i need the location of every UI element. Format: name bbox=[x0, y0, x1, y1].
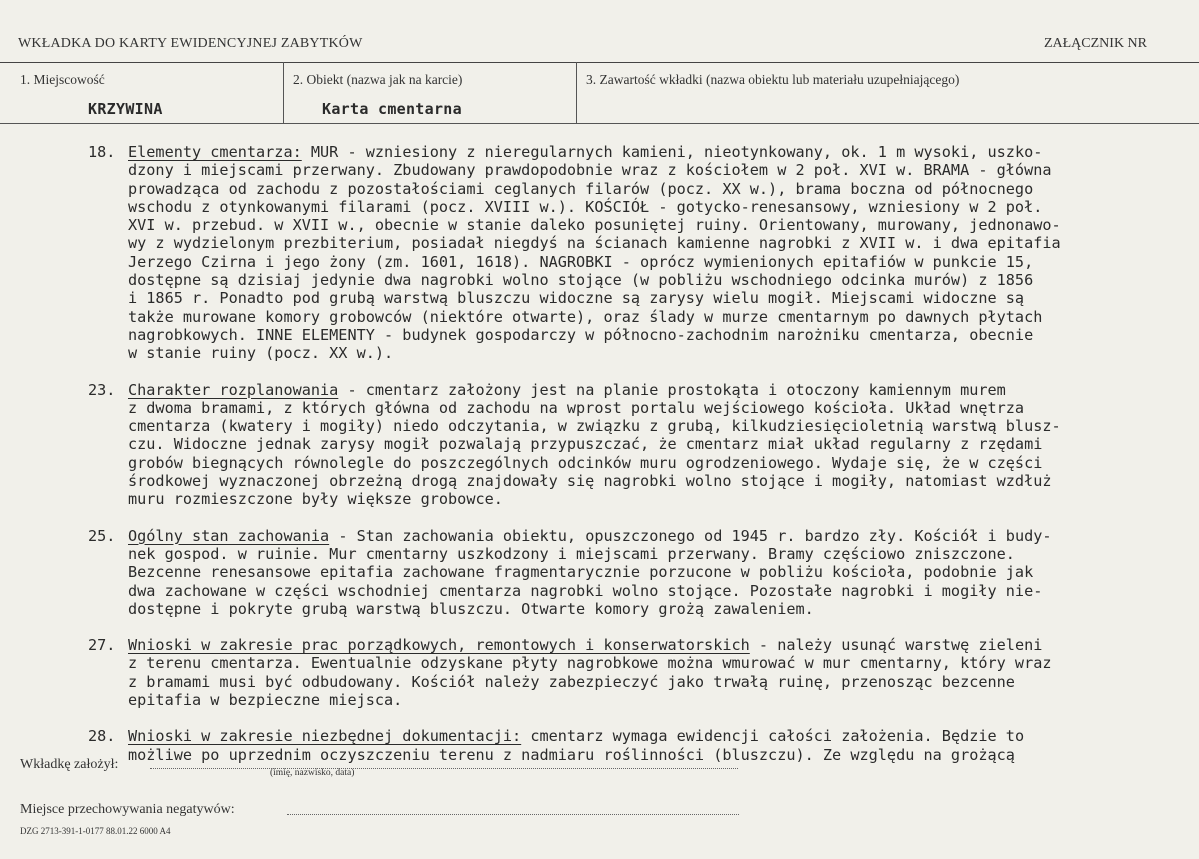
section-text-line: dwa zachowane w części wschodniej cmentarza nagrobki wolno stojące. Pozostałe nagrobki i mogiły nie- bbox=[128, 581, 1043, 600]
form-title: WKŁADKA DO KARTY EWIDENCYJNEJ ZABYTKÓW bbox=[18, 36, 363, 51]
section-27 bbox=[88, 636, 1178, 709]
section-number: 18. bbox=[88, 143, 116, 161]
section-28 bbox=[88, 727, 1178, 764]
inserted-by-label: Wkładkę założył: bbox=[20, 757, 119, 772]
locality-label: 1. Miejscowość bbox=[20, 72, 105, 87]
section-text-line: - cmentarz założony jest na planie prostokąta i otoczony kamiennym murem bbox=[338, 380, 1006, 399]
section-18 bbox=[88, 143, 1178, 363]
section-number: 27. bbox=[88, 636, 116, 655]
section-text-line: w stanie ruiny (pocz. XX w.). bbox=[128, 344, 394, 363]
section-text-line: z dwoma bramami, z których główna od zachodu na wprost portalu wejściowego kościoła. Układ wnętrza bbox=[128, 398, 1025, 417]
inserted-by-line bbox=[150, 768, 738, 769]
section-text-line: Bezcenne renesansowe epitafia zachowane fragmentarycznie porzucone w pobliżu kościoła, podobnie jak bbox=[128, 563, 1034, 582]
negatives-location-line bbox=[287, 814, 739, 815]
section-text-line: - Stan zachowania obiektu, opuszczonego od 1945 r. bardzo zły. Kościół i budy- bbox=[329, 526, 1052, 545]
locality-value: KRZYWINA bbox=[88, 100, 163, 118]
field-divider-2 bbox=[576, 62, 577, 124]
section-text-line: wy z wydzielonym prezbiterium, posiadał niegdyś na ścianach kamienne nagrobki z XVII w. i dwa epitafia bbox=[128, 234, 1061, 253]
section-number: 28. bbox=[88, 727, 116, 746]
header-rule-bottom bbox=[0, 123, 1199, 124]
section-text-line: z bramami musi być odbudowany. Kościół należy zabezpieczyć jako trwałą ruinę, przenosząc bezcenne bbox=[128, 672, 1015, 691]
section-text-line: Jerzego Czirna i jego żony (zm. 1601, 1618). NAGROBKI - oprócz wymienionych epitafiów w punkcie 15, bbox=[128, 252, 1034, 271]
section-text-line: cmentarza (kwatery i mogiły) niedo odczytania, w związku z grubą, kilkudziesięcioletnią warstwą blusz- bbox=[128, 417, 1061, 436]
content-label: 3. Zawartość wkładki (nazwa obiektu lub materiału uzupełniającego) bbox=[586, 72, 960, 87]
field-divider-1 bbox=[283, 62, 284, 124]
inserted-by-caption: (imię, nazwisko, data) bbox=[270, 768, 355, 778]
section-text-line: nek gospod. w ruinie. Mur cmentarny uszkodzony i miejscami przerwany. Bramy częściowo zniszczone. bbox=[128, 544, 1015, 563]
header-rule-top bbox=[0, 62, 1199, 63]
section-text-line: czu. Widoczne jednak zarysy mogił pozwalają przypuszczać, że cmentarz miał układ regularny z rzędami bbox=[128, 435, 1043, 454]
section-text-line: cmentarz wymaga ewidencji całości założenia. Będzie to bbox=[521, 727, 1025, 746]
section-text-line: epitafia w bezpieczne miejsca. bbox=[128, 691, 403, 710]
section-text-line: grobów biegnących równolegle do poszczególnych odcinków muru ogrodzeniowego. Wydaje się, że w części bbox=[128, 453, 1043, 472]
object-label: 2. Obiekt (nazwa jak na karcie) bbox=[293, 72, 463, 87]
section-text-line: - należy usunąć warstwę zieleni bbox=[749, 636, 1043, 655]
section-23 bbox=[88, 381, 1178, 509]
section-heading: Charakter rozplanowania bbox=[128, 380, 339, 399]
section-heading: Wnioski w zakresie niezbędnej dokumentacji: bbox=[128, 727, 522, 746]
section-text-line: dostępne i pokryte grubą warstwą bluszczu. Otwarte komory grożą zawaleniem. bbox=[128, 599, 814, 618]
section-number: 25. bbox=[88, 526, 116, 545]
section-text-line: XVI w. przebud. w XVII w., obecnie w stanie daleko posuniętej ruiny. Orientowany, murowany, jednonawo- bbox=[128, 216, 1061, 235]
section-text-line: muru rozmieszczone były większe grobowce. bbox=[128, 490, 503, 509]
print-code: DZG 2713-391-1-0177 88.01.22 6000 A4 bbox=[20, 826, 171, 836]
section-number: 23. bbox=[88, 380, 116, 399]
negatives-location-label: Miejsce przechowywania negatywów: bbox=[20, 802, 235, 817]
section-text-line: możliwe po uprzednim oczyszczeniu terenu z nadmiaru roślinności (bluszczu). Ze względu na grożącą bbox=[128, 745, 1015, 764]
document-body bbox=[88, 143, 1178, 782]
section-text-line: także murowane komory grobowców (niektóre otwarte), oraz ślady w murze cmentarnym po dawnych płytach bbox=[128, 307, 1043, 326]
section-25 bbox=[88, 527, 1178, 618]
section-text-line: i 1865 r. Ponadto pod grubą warstwą bluszczu widoczne są zarysy wielu mogił. Miejscami widoczne są bbox=[128, 289, 1025, 308]
section-text-line: MUR - wzniesiony z nieregularnych kamieni, nieotynkowany, ok. 1 m wysoki, uszko- bbox=[301, 143, 1043, 161]
section-heading: Wnioski w zakresie prac porządkowych, remontowych i konserwatorskich bbox=[128, 636, 750, 655]
object-value: Karta cmentarna bbox=[322, 100, 462, 118]
section-heading: Ogólny stan zachowania bbox=[128, 526, 330, 545]
section-heading: Elementy cmentarza: bbox=[128, 143, 302, 161]
section-text-line: dzony i miejscami przerwany. Zbudowany prawdopodobnie wraz z kościołem w 2 poł. XVI w. BRAMA - główna bbox=[128, 161, 1052, 180]
section-text-line: środkowej wyznaczonej obrzeżną drogą znajdowały się nagrobki wolno stojące i mogiły, natomiast wzdłuż bbox=[128, 472, 1052, 491]
attachment-number-label: ZAŁĄCZNIK NR bbox=[1043, 36, 1147, 51]
section-text-line: prowadząca od zachodu z pozostałościami ceglanych filarów (pocz. XX w.), brama boczna od północnego bbox=[128, 179, 1034, 198]
section-text-line: dostępne są dzisiaj jedynie dwa nagrobki wolno stojące (w pobliżu wschodniego odcinka murów) z 1856 bbox=[128, 271, 1034, 290]
section-text-line: z terenu cmentarza. Ewentualnie odzyskane płyty nagrobkowe można wmurować w mur cmentarny, który wraz bbox=[128, 654, 1052, 673]
section-text-line: nagrobkowych. INNE ELEMENTY - budynek gospodarczy w północno-zachodnim narożniku cmentarza, obecnie bbox=[128, 325, 1034, 344]
section-text-line: wschodu z otynkowanymi filarami (pocz. XVIII w.). KOŚCIÓŁ - gotycko-renesansowy, wzniesiony w 2 poł. bbox=[128, 197, 1043, 216]
